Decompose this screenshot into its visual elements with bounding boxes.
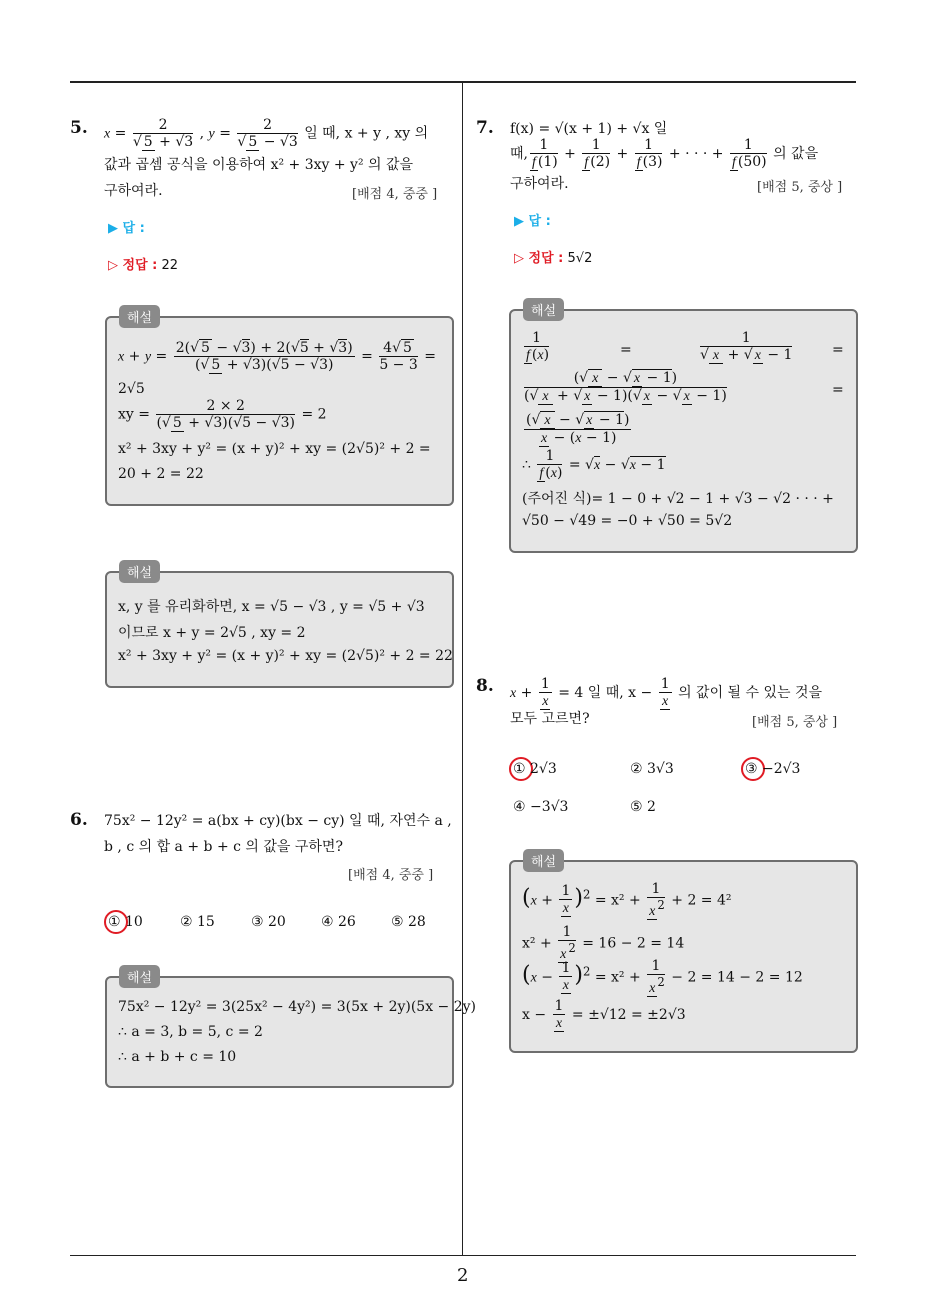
q8-sol-eq4: x − $\frac{1}{x}$ = ±√12 = ±2√3 [522,998,686,1031]
q8-line2: 모두 고르면? [510,711,590,727]
q8-option-4[interactable]: ④ −3√3 [513,799,569,815]
q8-sol-eq3-mid: = x² + [594,969,641,986]
q8-line1: x + $\frac{1}{x}$ = 4 일 때, x − $\frac{1}{x}$ 의 값이 될 수 있는 것을 [510,676,823,709]
q7-sol-therefore: ∴ [522,457,531,473]
q8-option-2[interactable]: ② 3√3 [630,761,674,777]
q5-line2: 값과 곱셈 공식을 이용하여 x² + 3xy + y² 의 값을 [104,157,414,173]
q5-number: 5. [70,118,88,138]
q7-line1: f(x) = √(x + 1) + √x 일 [510,121,668,137]
q8-sol-eq1: (x + $\frac{1}{x}$ )$^2$ = x² + $\frac{1}{x ^2}$ + 2 = 4² [522,881,732,919]
q7-sol-line1: (주어진 식)= 1 − 0 + √2 − 1 + √3 − √2 · · · + [522,491,834,507]
q6-line1: 75x² − 12y² = a(bx + cy)(bx − cy) 일 때, 자연수 a , [104,813,452,829]
q8-sol-eq3: (x − $\frac{1}{x}$ )$^2$ = x² + $\frac{1}{x ^2}$ − 2 = 14 − 2 = 12 [522,958,803,996]
q5-sol1-eq1: x + y = $\frac{2(√ 5 - √3) + 2(√5 + √3)}{(√ 5 + √3)(√5 - √3)}$ = $\frac{4√ 5}{5 - 3}$ = [118,340,436,373]
q5-meta: [배점 4, 중중 ] [352,187,438,202]
q7-correct [514,247,592,266]
q8-sol-eq1-mid: = x² + [594,892,641,909]
column-divider [462,83,463,1255]
q5-correct-label: ▷ 정답 : [108,258,158,273]
q5-solution-tag-2: 해설 [119,560,160,583]
q8-sol-eq4-start: x − [522,1007,547,1023]
q5-sol2-line2: x² + 3xy + y² = (x + y)² + xy = (2√5)² + 2 = 22 [118,648,453,664]
q5-sol1-xy-result: = 2 [301,406,327,423]
q7-sol-line2: √50 − √49 = −0 + √50 = 5√2 [522,513,733,529]
q6-number: 6. [70,810,88,830]
q7-answer-label: ▶ 답 : [514,214,551,229]
q5-answer-label: ▶ 답 : [108,221,145,236]
q6-sol-line2: ∴ a + b + c = 10 [118,1049,237,1065]
q7-meta: [배점 5, 중상 ] [757,180,843,195]
q8-option-1[interactable]: ① 2√3 [513,761,557,777]
q5-sol2-line0: x, y 를 유리화하면, x = √5 − √3 , y = √5 + √3 [118,599,425,615]
q5-line1-tail: 일 때, x + y , xy 의 [304,125,429,142]
q8-sol-eq3-end: − 2 = 14 − 2 = 12 [671,969,803,986]
q8-option-5[interactable]: ⑤ 2 [630,799,656,815]
q8-line1-end: 의 값이 될 수 있는 것을 [678,685,823,701]
q5-sol1-line3: x² + 3xy + y² = (x + y)² + xy = (2√5)² + 2 = [118,441,431,457]
q8-line1-tail: = 4 일 때, x − [558,685,653,701]
q5-sol1-line4: 20 + 2 = 22 [118,466,204,482]
q5-sol1-eq2: xy = $\frac{2 \times 2}{(√ 5 + √3)(√5 - √3)}$ = 2 [118,398,327,431]
q6-sol-line1: ∴ a = 3, b = 5, c = 2 [118,1024,263,1040]
q7-correct-label: ▷ 정답 : [514,251,564,266]
q6-option-2[interactable]: ② 15 [180,914,215,930]
q5-sol1-xy-label: xy = [118,406,150,423]
q7-line2-tail: 의 값을 [773,146,819,162]
q6-option-4[interactable]: ④ 26 [321,914,356,930]
q6-solution-tag: 해설 [119,965,160,988]
q7-sol-eq3: $\frac{(√ x - √ x - 1)}{x - (x - 1)}$ [526,412,630,446]
q8-solution-tag: 해설 [523,849,564,872]
q8-number: 8. [476,676,494,696]
q8-sol-eq2-end: = 16 − 2 = 14 [582,935,685,952]
bottom-rule [70,1255,856,1256]
q5-sol2-line1: 이므로 x + y = 2√5 , xy = 2 [118,625,306,641]
q7-sol-eq2: $\frac{(√ x - √ x - 1)}{(√ x + √ x - 1)(√ x - √ x - 1)}$ = [524,370,844,404]
q7-sol-eq1: $\frac{1}{f (x)}$ = $\frac{1}{√ x + √ x - 1}$ = [526,330,844,363]
q7-number: 7. [476,118,494,138]
q8-meta: [배점 5, 중상 ] [752,715,838,730]
page-number: 2 [457,1265,469,1286]
q6-option-3[interactable]: ③ 20 [251,914,286,930]
q6-meta: [배점 4, 중중 ] [348,868,434,883]
q7-sol-eq4: ∴ $\frac{1}{f (x)}$ = √x − √x − 1 [522,448,666,481]
q6-line2: b , c 의 합 a + b + c 의 값을 구하면? [104,839,343,855]
q5-sol1-line1: 2√5 [118,381,145,397]
q7-line3: 구하여라. [510,176,569,192]
q6-option-1[interactable]: ① 10 [108,914,143,930]
q8-sol-eq1-end: + 2 = 4² [671,892,732,909]
q5-line1: x = $\frac{2}{√ 5 + √3}$ , y = $\frac{2}{√ 5 - √3}$ 일 때, x + y , xy 의 [104,117,429,150]
q7-solution-tag: 해설 [523,298,564,321]
q8-sol-eq2-start: x² + [522,935,552,952]
q7-line2: 때, $\frac{1}{f (1)}$ + $\frac{1}{f (2)}$ + $\frac{1}{f (3)}$ + · · · + $\frac{1}{f (50)}$ 의 값을 [510,137,819,170]
q8-option-3[interactable]: ③ −2√3 [745,761,801,777]
q5-correct [108,254,178,273]
q7-correct-value: 5√2 [567,251,593,266]
top-rule [70,81,856,83]
q5-correct-value: 22 [161,258,179,273]
q5-solution-tag-1: 해설 [119,305,160,328]
q8-sol-eq2: x² + $\frac{1}{x ^2}$ = 16 − 2 = 14 [522,924,685,962]
q5-line3: 구하여라. [104,183,163,199]
q8-sol-eq4-end: = ±√12 = ±2√3 [571,1007,686,1023]
q6-sol-line0: 75x² − 12y² = 3(25x² − 4y²) = 3(5x + 2y)(5x − 2y) [118,999,477,1015]
q6-option-5[interactable]: ⑤ 28 [391,914,426,930]
